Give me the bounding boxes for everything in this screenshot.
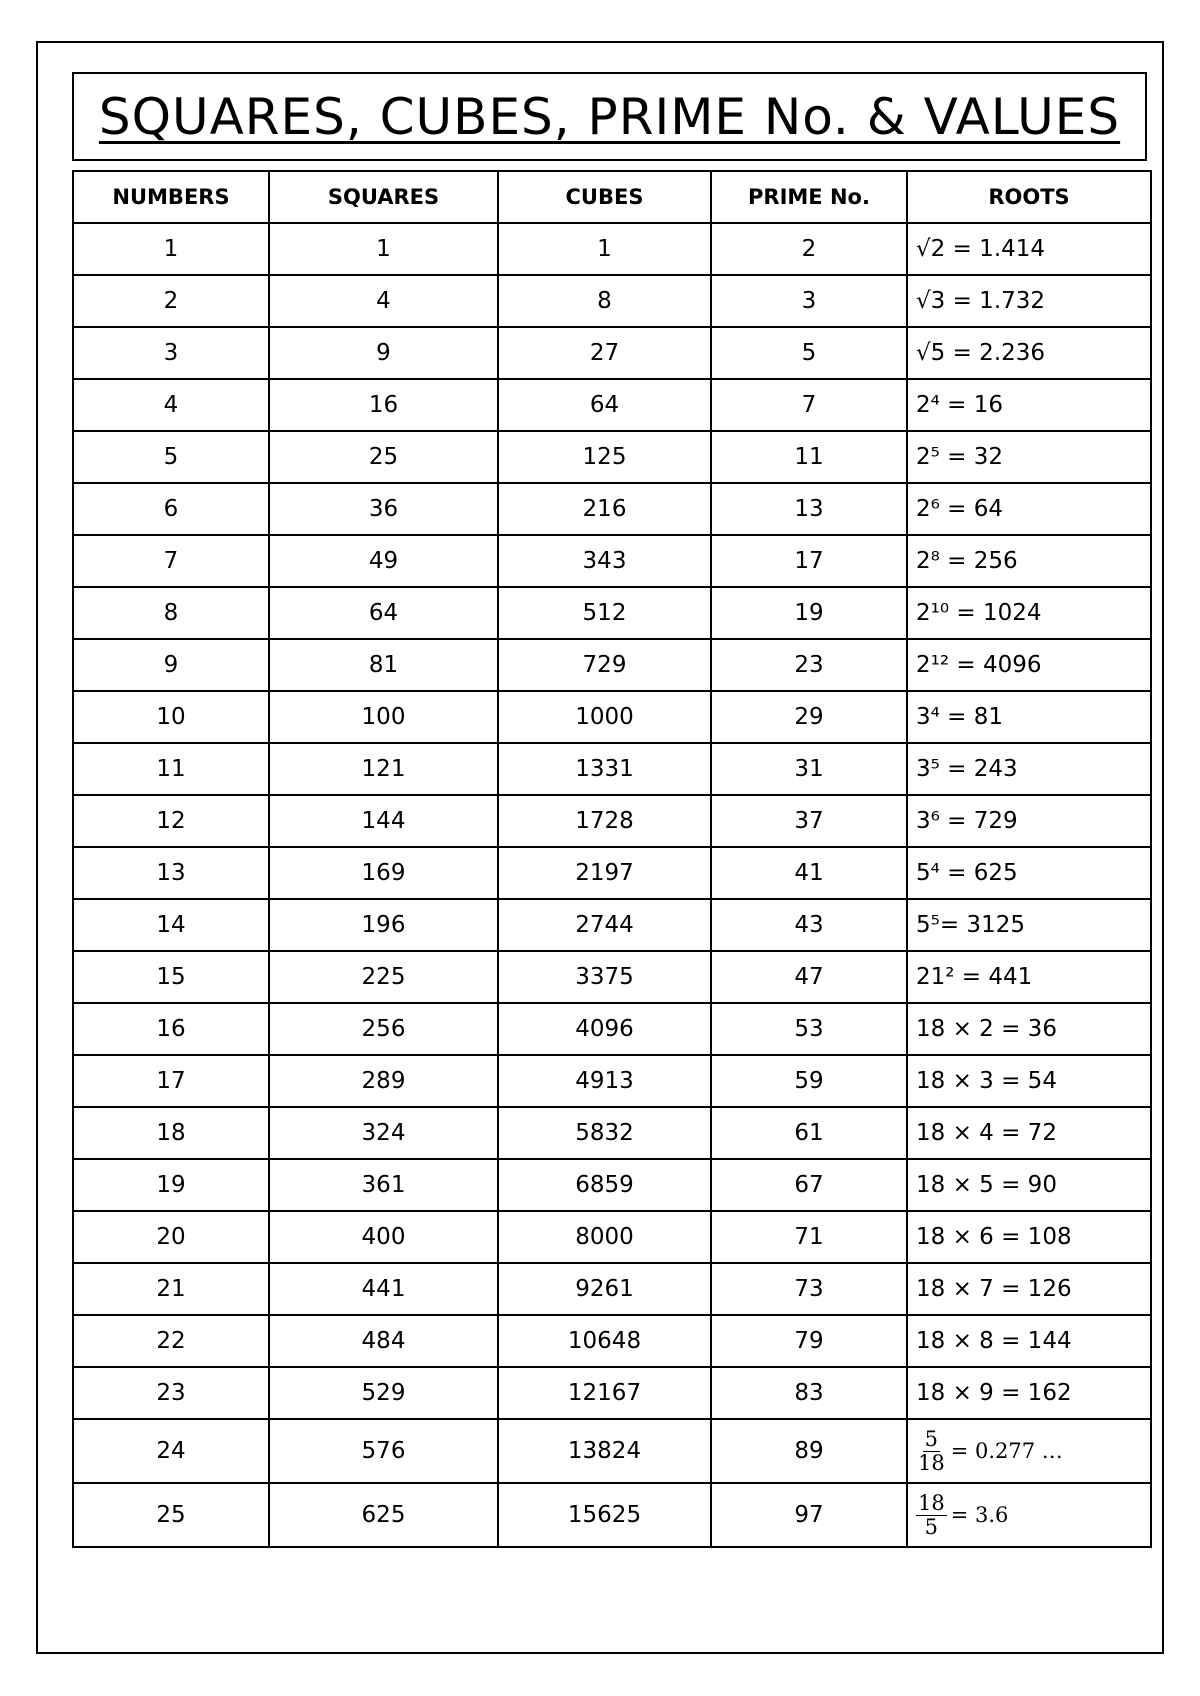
square-cell: 36: [269, 483, 498, 535]
root-cell: √3 = 1.732: [907, 275, 1151, 327]
prime-cell: 5: [711, 327, 907, 379]
prime-cell: 17: [711, 535, 907, 587]
number-cell: 16: [73, 1003, 269, 1055]
root-cell: 18 × 8 = 144: [907, 1315, 1151, 1367]
cube-cell: 2744: [498, 899, 711, 951]
square-cell: 576: [269, 1419, 498, 1483]
square-cell: 169: [269, 847, 498, 899]
prime-cell: 3: [711, 275, 907, 327]
number-cell: 6: [73, 483, 269, 535]
square-cell: 25: [269, 431, 498, 483]
table-row: [73, 535, 1151, 587]
number-cell: 4: [73, 379, 269, 431]
cube-cell: 125: [498, 431, 711, 483]
root-cell: 18 × 7 = 126: [907, 1263, 1151, 1315]
square-cell: 441: [269, 1263, 498, 1315]
fraction-result: = 3.6: [950, 1503, 1009, 1527]
table-row: [73, 1107, 1151, 1159]
cube-cell: 729: [498, 639, 711, 691]
root-cell: 18 × 6 = 108: [907, 1211, 1151, 1263]
prime-cell: 7: [711, 379, 907, 431]
values-table: [72, 170, 1152, 1548]
cube-cell: 10648: [498, 1315, 711, 1367]
cube-cell: 1: [498, 223, 711, 275]
square-cell: 100: [269, 691, 498, 743]
fraction-numerator: 18: [918, 1491, 945, 1516]
cube-cell: 27: [498, 327, 711, 379]
cube-cell: 3375: [498, 951, 711, 1003]
square-cell: 256: [269, 1003, 498, 1055]
root-cell: [907, 1419, 1151, 1483]
number-cell: 20: [73, 1211, 269, 1263]
root-cell: 18 × 2 = 36: [907, 1003, 1151, 1055]
fraction: [916, 1492, 947, 1537]
square-cell: 484: [269, 1315, 498, 1367]
square-cell: 9: [269, 327, 498, 379]
square-cell: 121: [269, 743, 498, 795]
number-cell: 15: [73, 951, 269, 1003]
cube-cell: 1331: [498, 743, 711, 795]
root-cell: 3⁶ = 729: [907, 795, 1151, 847]
prime-cell: 73: [711, 1263, 907, 1315]
prime-cell: 41: [711, 847, 907, 899]
square-cell: 64: [269, 587, 498, 639]
number-cell: 14: [73, 899, 269, 951]
root-cell: 5⁴ = 625: [907, 847, 1151, 899]
prime-cell: 19: [711, 587, 907, 639]
cube-cell: 15625: [498, 1483, 711, 1547]
square-cell: 625: [269, 1483, 498, 1547]
prime-cell: 97: [711, 1483, 907, 1547]
root-cell: 2¹⁰ = 1024: [907, 587, 1151, 639]
table-row: [73, 1483, 1151, 1547]
table-row: [73, 847, 1151, 899]
root-cell: 3⁵ = 243: [907, 743, 1151, 795]
table-row: [73, 1263, 1151, 1315]
cube-cell: 343: [498, 535, 711, 587]
root-cell: 2⁴ = 16: [907, 379, 1151, 431]
table-row: [73, 1315, 1151, 1367]
prime-cell: 13: [711, 483, 907, 535]
title-box: [72, 72, 1147, 161]
number-cell: 5: [73, 431, 269, 483]
root-cell: 18 × 9 = 162: [907, 1367, 1151, 1419]
fraction-result: = 0.277 …: [950, 1439, 1063, 1463]
number-cell: 12: [73, 795, 269, 847]
fraction: [916, 1428, 947, 1473]
prime-cell: 79: [711, 1315, 907, 1367]
square-cell: 289: [269, 1055, 498, 1107]
header-roots: ROOTS: [907, 171, 1151, 223]
square-cell: 361: [269, 1159, 498, 1211]
square-cell: 144: [269, 795, 498, 847]
number-cell: 25: [73, 1483, 269, 1547]
cube-cell: 12167: [498, 1367, 711, 1419]
square-cell: 49: [269, 535, 498, 587]
table-row: [73, 587, 1151, 639]
prime-cell: 53: [711, 1003, 907, 1055]
square-cell: 324: [269, 1107, 498, 1159]
table-row: [73, 223, 1151, 275]
square-cell: 4: [269, 275, 498, 327]
table-row: [73, 431, 1151, 483]
fraction-numerator: 5: [924, 1427, 939, 1452]
cube-cell: 9261: [498, 1263, 711, 1315]
cube-cell: 4913: [498, 1055, 711, 1107]
cube-cell: 8: [498, 275, 711, 327]
root-cell: 3⁴ = 81: [907, 691, 1151, 743]
prime-cell: 43: [711, 899, 907, 951]
prime-cell: 37: [711, 795, 907, 847]
square-cell: 81: [269, 639, 498, 691]
table-row: [73, 639, 1151, 691]
prime-cell: 31: [711, 743, 907, 795]
number-cell: 22: [73, 1315, 269, 1367]
table-row: [73, 795, 1151, 847]
table-row: [73, 1055, 1151, 1107]
cube-cell: 4096: [498, 1003, 711, 1055]
square-cell: 16: [269, 379, 498, 431]
cube-cell: 5832: [498, 1107, 711, 1159]
root-cell: 5⁵= 3125: [907, 899, 1151, 951]
prime-cell: 59: [711, 1055, 907, 1107]
number-cell: 18: [73, 1107, 269, 1159]
square-cell: 196: [269, 899, 498, 951]
square-cell: 225: [269, 951, 498, 1003]
prime-cell: 67: [711, 1159, 907, 1211]
table-header-row: [73, 171, 1151, 223]
table-row: [73, 1211, 1151, 1263]
prime-cell: 71: [711, 1211, 907, 1263]
number-cell: 23: [73, 1367, 269, 1419]
cube-cell: 216: [498, 483, 711, 535]
table-row: [73, 327, 1151, 379]
cube-cell: 13824: [498, 1419, 711, 1483]
number-cell: 19: [73, 1159, 269, 1211]
table-row: [73, 483, 1151, 535]
prime-cell: 47: [711, 951, 907, 1003]
prime-cell: 89: [711, 1419, 907, 1483]
cube-cell: 64: [498, 379, 711, 431]
table-row: [73, 1419, 1151, 1483]
cube-cell: 1000: [498, 691, 711, 743]
number-cell: 3: [73, 327, 269, 379]
root-cell: 18 × 3 = 54: [907, 1055, 1151, 1107]
table-row: [73, 379, 1151, 431]
header-squares: SQUARES: [269, 171, 498, 223]
number-cell: 24: [73, 1419, 269, 1483]
header-cubes: CUBES: [498, 171, 711, 223]
prime-cell: 23: [711, 639, 907, 691]
table-row: [73, 691, 1151, 743]
fraction-denominator: 5: [924, 1514, 939, 1539]
square-cell: 400: [269, 1211, 498, 1263]
root-cell: √2 = 1.414: [907, 223, 1151, 275]
root-cell: [907, 1483, 1151, 1547]
number-cell: 2: [73, 275, 269, 327]
number-cell: 13: [73, 847, 269, 899]
cube-cell: 6859: [498, 1159, 711, 1211]
root-cell: 2¹² = 4096: [907, 639, 1151, 691]
root-cell: 2⁵ = 32: [907, 431, 1151, 483]
square-cell: 529: [269, 1367, 498, 1419]
cube-cell: 512: [498, 587, 711, 639]
number-cell: 8: [73, 587, 269, 639]
number-cell: 10: [73, 691, 269, 743]
root-cell: 21² = 441: [907, 951, 1151, 1003]
table-row: [73, 743, 1151, 795]
number-cell: 1: [73, 223, 269, 275]
cube-cell: 1728: [498, 795, 711, 847]
prime-cell: 29: [711, 691, 907, 743]
number-cell: 17: [73, 1055, 269, 1107]
table-row: [73, 1003, 1151, 1055]
root-cell: 18 × 4 = 72: [907, 1107, 1151, 1159]
table-row: [73, 275, 1151, 327]
table-row: [73, 951, 1151, 1003]
prime-cell: 11: [711, 431, 907, 483]
number-cell: 11: [73, 743, 269, 795]
number-cell: 7: [73, 535, 269, 587]
fraction-denominator: 18: [918, 1450, 945, 1475]
square-cell: 1: [269, 223, 498, 275]
prime-cell: 2: [711, 223, 907, 275]
header-numbers: NUMBERS: [73, 171, 269, 223]
header-prime: PRIME No.: [711, 171, 907, 223]
prime-cell: 83: [711, 1367, 907, 1419]
prime-cell: 61: [711, 1107, 907, 1159]
cube-cell: 2197: [498, 847, 711, 899]
root-cell: 2⁶ = 64: [907, 483, 1151, 535]
table-row: [73, 899, 1151, 951]
number-cell: 21: [73, 1263, 269, 1315]
cube-cell: 8000: [498, 1211, 711, 1263]
root-cell: 2⁸ = 256: [907, 535, 1151, 587]
table-row: [73, 1159, 1151, 1211]
page-title: SQUARES, CUBES, PRIME No. & VALUES: [98, 87, 1121, 146]
table-row: [73, 1367, 1151, 1419]
number-cell: 9: [73, 639, 269, 691]
root-cell: 18 × 5 = 90: [907, 1159, 1151, 1211]
root-cell: √5 = 2.236: [907, 327, 1151, 379]
